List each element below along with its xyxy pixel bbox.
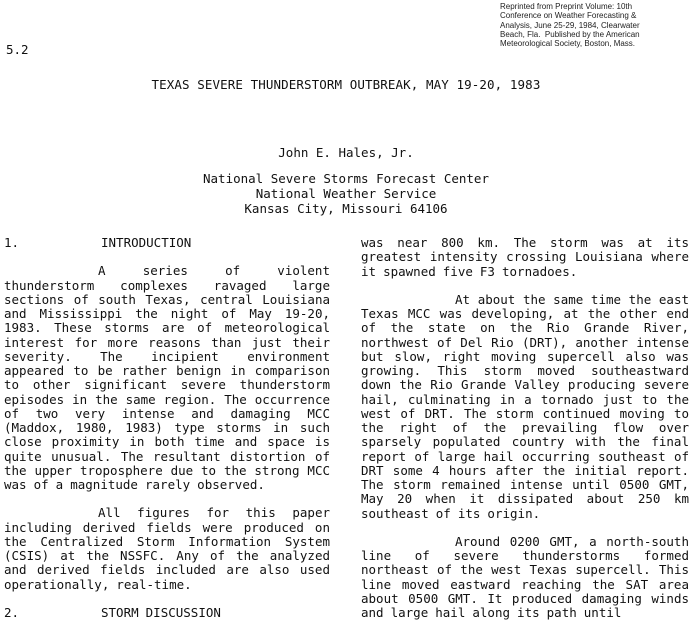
body-paragraph-continued: was near 800 km. The storm was at its greatest intensity crossing Louisiana where it spawned five F3 tornadoes. [361, 235, 689, 279]
right-column [361, 236, 689, 620]
affiliation-line-1: National Severe Storms Forecast Center [203, 171, 489, 186]
section-heading-storm-discussion [4, 606, 330, 620]
reprint-note: Reprinted from Preprint Volume: 10th Conference on Weather Forecasting & Analysis, June 25-29, 1984, Clearwater Beach, Fla. Published by the American Meteorological Society, Boston, Mass. [500, 2, 640, 49]
section-title: INTRODUCTION [101, 235, 192, 250]
intro-paragraph-1: A series of violent thunderstorm complexes ravaged large sections of south Texas, central Louisiana and Mississippi the night of May 19-20, 1983. These storms are of meteorological interest for more reasons than just their severity. The incipient environment appeared to be rather benign in comparison to other significant severe thunderstorm episodes in the same region. The occurrence of two very intense and damaging MCC (Maddox, 1980, 1983) type storms in such close proximity in both time and space is quite unusual. The resultant distortion of the upper troposphere due to the strong MCC was of a magnitude rarely observed. [4, 263, 330, 492]
left-column [4, 236, 330, 620]
page-number: 5.2 [6, 42, 29, 57]
section-number: 1. [4, 235, 20, 250]
body-paragraph-rio-grande: At about the same time the east Texas MCC was developing, at the other end of the state on the Rio Grande River, northwest of Del Rio (DRT), another intense but slow, right moving supercell also was growing. This storm moved southeastward down the Rio Grande Valley producing severe hail, culminating in a tornado just to the west of DRT. The storm continued moving to the right of the prevailing flow over sparsely populated country with the final report of large hail occurring southeast of DRT some 4 hours after the initial report. The storm remained intense until 0500 GMT, May 20 when it dissipated about 250 km southeast of its origin. [361, 291, 689, 521]
intro-paragraph-2: All figures for this paper including derived fields were produced on the Centralized Storm Information System (CSIS) at the NSSFC. Any of the analyzed and derived fields included are also used operationally, real-time. [4, 505, 330, 592]
section-number: 2. [4, 604, 20, 620]
affiliation-line-2: National Weather Service [255, 186, 437, 201]
affiliation-line-3: Kansas City, Missouri 64106 [244, 201, 448, 216]
author-name: John E. Hales, Jr. [278, 145, 414, 160]
section-heading-introduction [4, 236, 330, 250]
body-paragraph-squall-line: Around 0200 GMT, a north-south line of severe thunderstorms formed northeast of the west Texas supercell. This line moved eastward reaching the SAT area about 0500 GMT. It produced damaging winds and large hail along its path until [361, 533, 689, 620]
author-affiliation [0, 171, 692, 216]
paper-title: TEXAS SEVERE THUNDERSTORM OUTBREAK, MAY 19-20, 1983 [151, 77, 541, 92]
section-title: STORM DISCUSSION [101, 604, 221, 620]
